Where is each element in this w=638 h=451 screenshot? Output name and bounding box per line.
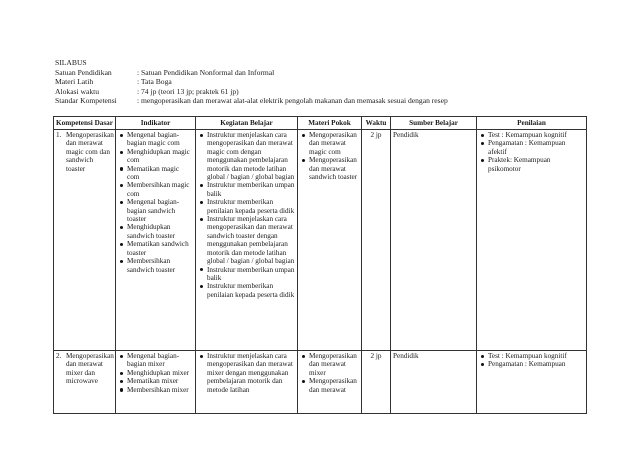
meta-row-standar-kompetensi — [55, 96, 448, 106]
table-header-row — [54, 117, 587, 130]
kegiatan-list — [198, 131, 295, 299]
list-item: Mematikan magic com — [118, 165, 193, 182]
table-row — [54, 351, 587, 414]
column-header-kompetensi-dasar: Kompetensi Dasar — [54, 117, 116, 130]
column-header-waktu: Waktu — [362, 117, 391, 130]
cell-kegiatan-belajar — [196, 351, 298, 414]
sumber-value: Pendidik — [393, 131, 419, 139]
column-header-indikator: Indikator — [116, 117, 196, 130]
waktu-value: 2 jp — [370, 352, 382, 360]
kompetensi-item — [56, 131, 113, 173]
cell-kegiatan-belajar — [196, 130, 298, 351]
list-item: Mengoperasikan dan merawat mixer — [300, 352, 359, 377]
list-item: Instruktur memberikan penilaian kepada peserta didik — [198, 198, 295, 215]
list-item: Praktek: Kemampuan psikomotor — [479, 156, 584, 173]
meta-label: Materi Latih — [55, 77, 94, 87]
cell-waktu — [362, 130, 391, 351]
cell-penilaian — [477, 130, 587, 351]
cell-indikator — [116, 351, 196, 414]
meta-value: : Satuan Pendidikan Nonformal dan Informal — [137, 67, 275, 77]
row-number: 2. — [56, 352, 62, 360]
cell-kompetensi-dasar — [54, 351, 116, 414]
materi-list — [300, 352, 359, 394]
syllabus-table — [53, 116, 587, 414]
cell-indikator — [116, 130, 196, 351]
list-item: Pengamatan : Kemampuan afektif — [479, 139, 584, 156]
meta-value: : mengoperasikan dan merawat alat-alat elektrik pengolah makanan dan memasak sesuai dengan resep — [137, 96, 448, 106]
cell-waktu — [362, 351, 391, 414]
cell-sumber-belajar — [391, 351, 477, 414]
sumber-value: Pendidik — [393, 352, 419, 360]
meta-label: Standar Kompetensi — [55, 96, 117, 106]
materi-list — [300, 131, 359, 181]
list-item: Mengoperasikan dan merawat magic com — [300, 131, 359, 156]
cell-kompetensi-dasar — [54, 130, 116, 351]
kompetensi-item — [56, 352, 113, 386]
list-item: Mengenal bagian-bagian sandwich toaster — [118, 198, 193, 223]
meta-value: : Tata Boga — [137, 77, 172, 87]
waktu-value: 2 jp — [370, 131, 382, 139]
cell-sumber-belajar — [391, 130, 477, 351]
list-item: Mengoperasikan dan merawat sandwich toaster — [300, 156, 359, 181]
list-item: Mematikan sandwich toaster — [118, 240, 193, 257]
kompetensi-text: Mengoperasikan dan merawat magic com dan sandwich toaster — [66, 131, 114, 173]
list-item: Instruktur menjelaskan cara mengoperasikan dan merawat magic com dengan menggunakan pembelajaran motorik dan metode latihan global / bagian / global bagian — [198, 131, 295, 181]
penilaian-list — [479, 131, 584, 173]
meta-row-satuan-pendidikan — [55, 68, 448, 78]
indikator-list — [118, 352, 193, 394]
list-item: Mengenal bagian-bagian mixer — [118, 352, 193, 369]
kompetensi-text: Mengoperasikan dan merawat mixer dan microwave — [66, 352, 114, 386]
penilaian-list — [479, 352, 584, 369]
list-item: Mengenal bagian-bagian magic com — [118, 131, 193, 148]
list-item: Membersihkan magic com — [118, 181, 193, 198]
meta-value: : 74 jp (teori 13 jp; praktek 61 jp) — [137, 86, 239, 96]
cell-materi-pokok — [298, 130, 362, 351]
list-item: Instruktur menjelaskan cara mengoperasikan dan merawat mixer dengan menggunakan pembelajaran motorik dan metode latihan — [198, 352, 295, 394]
kegiatan-list — [198, 352, 295, 394]
list-item: Pengamatan : Kemampuan — [479, 360, 584, 368]
table-row — [54, 130, 587, 351]
list-item: Instruktur memberikan penilaian kepada peserta didik — [198, 282, 295, 299]
list-item: Membersihkan mixer — [118, 386, 193, 394]
list-item: Instruktur menjelaskan cara mengoperasikan dan merawat sandwich toaster dengan menggunakan pembelajaran motorik dan metode latihan global / bagian / global bagian — [198, 215, 295, 265]
column-header-materi-pokok: Materi Pokok — [298, 117, 362, 130]
column-header-penilaian: Penilaian — [477, 117, 587, 130]
meta-row-alokasi-waktu — [55, 87, 448, 97]
column-header-sumber-belajar: Sumber Belajar — [391, 117, 477, 130]
list-item: Menghidupkan sandwich toaster — [118, 223, 193, 240]
list-item: Mengoperasikan dan merawat — [300, 377, 359, 394]
list-item: Membersihkan sandwich toaster — [118, 257, 193, 274]
indikator-list — [118, 131, 193, 274]
column-header-kegiatan-belajar: Kegiatan Belajar — [196, 117, 298, 130]
list-item: Test : Kemampuan kognitif — [479, 131, 584, 139]
list-item: Mematikan mixer — [118, 377, 193, 385]
list-item: Instruktur memberikan umpan balik — [198, 266, 295, 283]
list-item: Menghidupkan mixer — [118, 369, 193, 377]
meta-label: Satuan Pendidikan — [55, 67, 112, 77]
list-item: Test : Kemampuan kognitif — [479, 352, 584, 360]
meta-row-materi-latih — [55, 77, 448, 87]
list-item: Instruktur memberikan umpan balik — [198, 181, 295, 198]
row-number: 1. — [56, 131, 62, 139]
meta-label: Alokasi waktu — [55, 86, 100, 96]
document-title: SILABUS — [55, 58, 87, 67]
syllabus-header — [55, 58, 448, 106]
cell-materi-pokok — [298, 351, 362, 414]
list-item: Menghidupkan magic com — [118, 148, 193, 165]
cell-penilaian — [477, 351, 587, 414]
